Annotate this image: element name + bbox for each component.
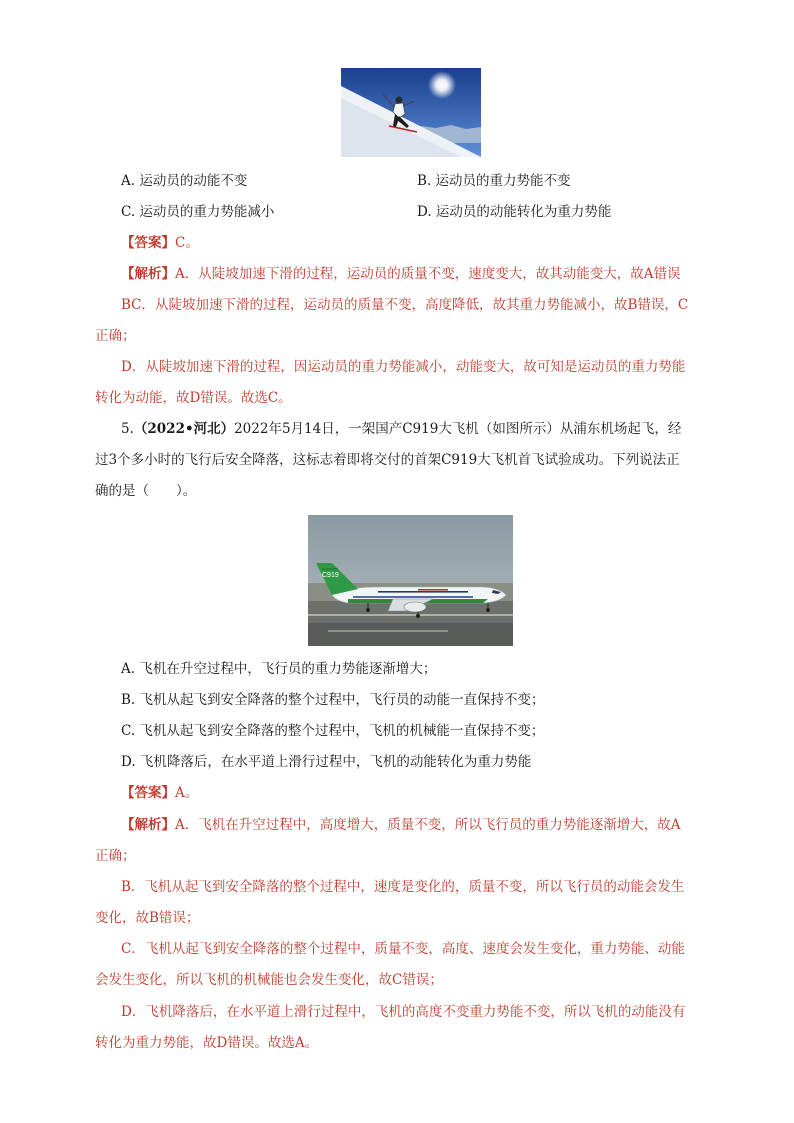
q4-analysis-line-4: D．从陡坡加速下滑的过程，因运动员的重力势能减小，动能变大，故可知是运动员的重力势能: [121, 359, 686, 375]
q4-answer: [121, 233, 199, 253]
q5-option-b: B. 飞机从起飞到安全降落的整个过程中，飞行员的动能一直保持不变；: [121, 692, 545, 708]
q4-option-b: B. 运动员的重力势能不变: [417, 173, 571, 189]
q5-analysis-line-1: [121, 815, 681, 835]
q5-stem-line-1: [121, 419, 681, 439]
q5-analysis-line-7: D．飞机降落后，在水平道上滑行过程中，飞机的高度不变重力势能不变，所以飞机的动能没有: [121, 1004, 686, 1020]
svg-text:C919: C919: [322, 572, 339, 579]
stem-text: 2022年5月14日，一架国产C919大飞机（如图所示）从浦东机场起飞，经: [234, 421, 682, 437]
q4-analysis-line-2: BC．从陡坡加速下滑的过程，运动员的质量不变，高度降低，故其重力势能减小，故B错误，C: [121, 297, 689, 313]
question-source: （2022•河北）: [133, 421, 235, 437]
q5-analysis-line-4: 变化，故B错误；: [95, 910, 200, 926]
q5-analysis-line-8: 转化为重力势能，故D错误。故选A。: [95, 1035, 319, 1051]
analysis-tag: 【解析】: [121, 817, 175, 833]
q4-analysis-line-3: 正确；: [95, 328, 136, 344]
airplane-image: [308, 515, 513, 646]
analysis-text: A．飞机在升空过程中，高度增大，质量不变，所以飞行员的重力势能逐渐增大，故A: [175, 817, 681, 833]
answer-value: C。: [175, 235, 199, 251]
q5-stem-line-2: 过3个多小时的飞行后安全降落，这标志着即将交付的首架C919大飞机首飞试验成功。下列说法正: [95, 452, 680, 468]
q5-analysis-line-6: 会发生变化，所以飞机的机械能也会发生变化，故C错误；: [95, 972, 443, 988]
q4-option-c: C. 运动员的重力势能减小: [121, 204, 275, 220]
q5-stem-line-3: 确的是（ ）。: [95, 483, 197, 499]
q4-analysis-line-5: 转化为动能，故D错误。故选C。: [95, 390, 292, 406]
skier-image: [341, 68, 481, 157]
q5-analysis-line-3: B．飞机从起飞到安全降落的整个过程中，速度是变化的，质量不变，所以飞行员的动能会发生: [121, 879, 685, 895]
q5-analysis-line-2: 正确；: [95, 848, 136, 864]
q5-option-a: A. 飞机在升空过程中，飞行员的重力势能逐渐增大；: [121, 661, 437, 677]
q5-answer: [121, 783, 198, 803]
question-number: 5.: [121, 421, 134, 437]
q4-option-a: A. 运动员的动能不变: [121, 173, 248, 189]
q4-analysis-line-1: [121, 264, 681, 284]
answer-tag: 【答案】: [121, 785, 175, 801]
analysis-text: A．从陡坡加速下滑的过程，运动员的质量不变，速度变大，故其动能变大，故A错误: [175, 266, 681, 282]
analysis-tag: 【解析】: [121, 266, 175, 282]
answer-value: A。: [175, 785, 199, 801]
q5-analysis-line-5: C．飞机从起飞到安全降落的整个过程中，质量不变，高度、速度会发生变化，重力势能、动能: [121, 941, 685, 957]
q4-option-d: D. 运动员的动能转化为重力势能: [417, 204, 612, 220]
q5-option-c: C. 飞机从起飞到安全降落的整个过程中，飞机的机械能一直保持不变；: [121, 723, 545, 739]
q5-option-d: D. 飞机降落后，在水平道上滑行过程中，飞机的动能转化为重力势能: [121, 754, 532, 770]
answer-tag: 【答案】: [121, 235, 175, 251]
